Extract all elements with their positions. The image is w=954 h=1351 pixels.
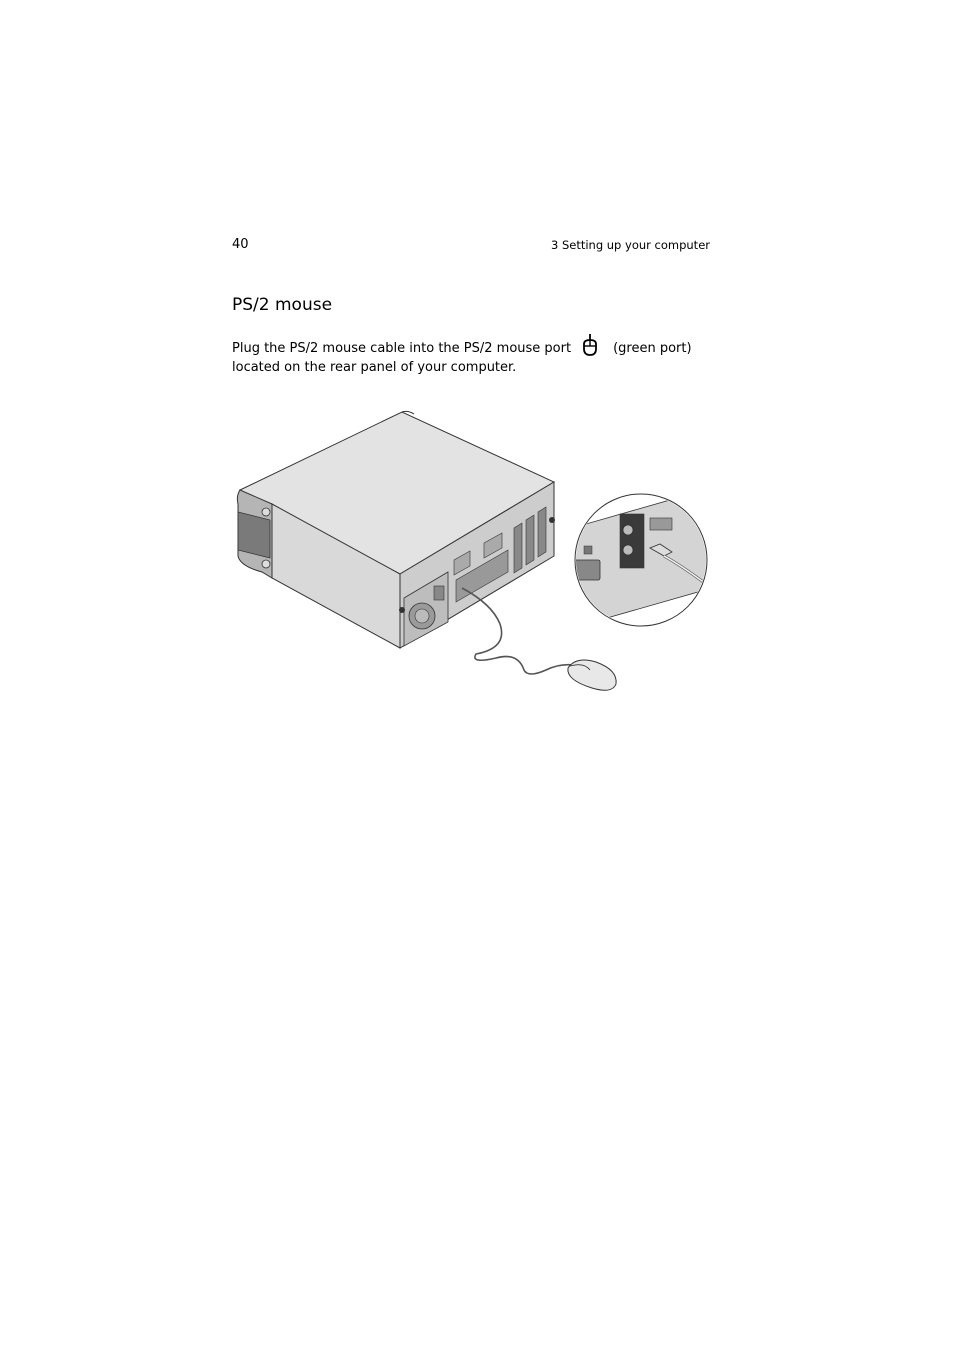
page-number: 40 (232, 237, 249, 252)
instruction-paragraph (232, 333, 722, 377)
mouse (568, 660, 616, 690)
computer-case (237, 411, 555, 648)
instruction-line-1 (232, 333, 722, 358)
instruction-text-part-2: (green port) (613, 341, 692, 356)
port-detail-callout (572, 488, 712, 628)
ps2-mouse-port-icon (579, 333, 601, 357)
computer-rear-illustration (232, 408, 712, 698)
section-title: PS/2 mouse (232, 295, 333, 316)
chapter-header: 3 Setting up your computer (550, 238, 710, 252)
instruction-text-part-1: Plug the PS/2 mouse cable into the PS/2 mouse port (232, 341, 572, 356)
instruction-line-2: located on the rear panel of your computer. (232, 360, 517, 375)
